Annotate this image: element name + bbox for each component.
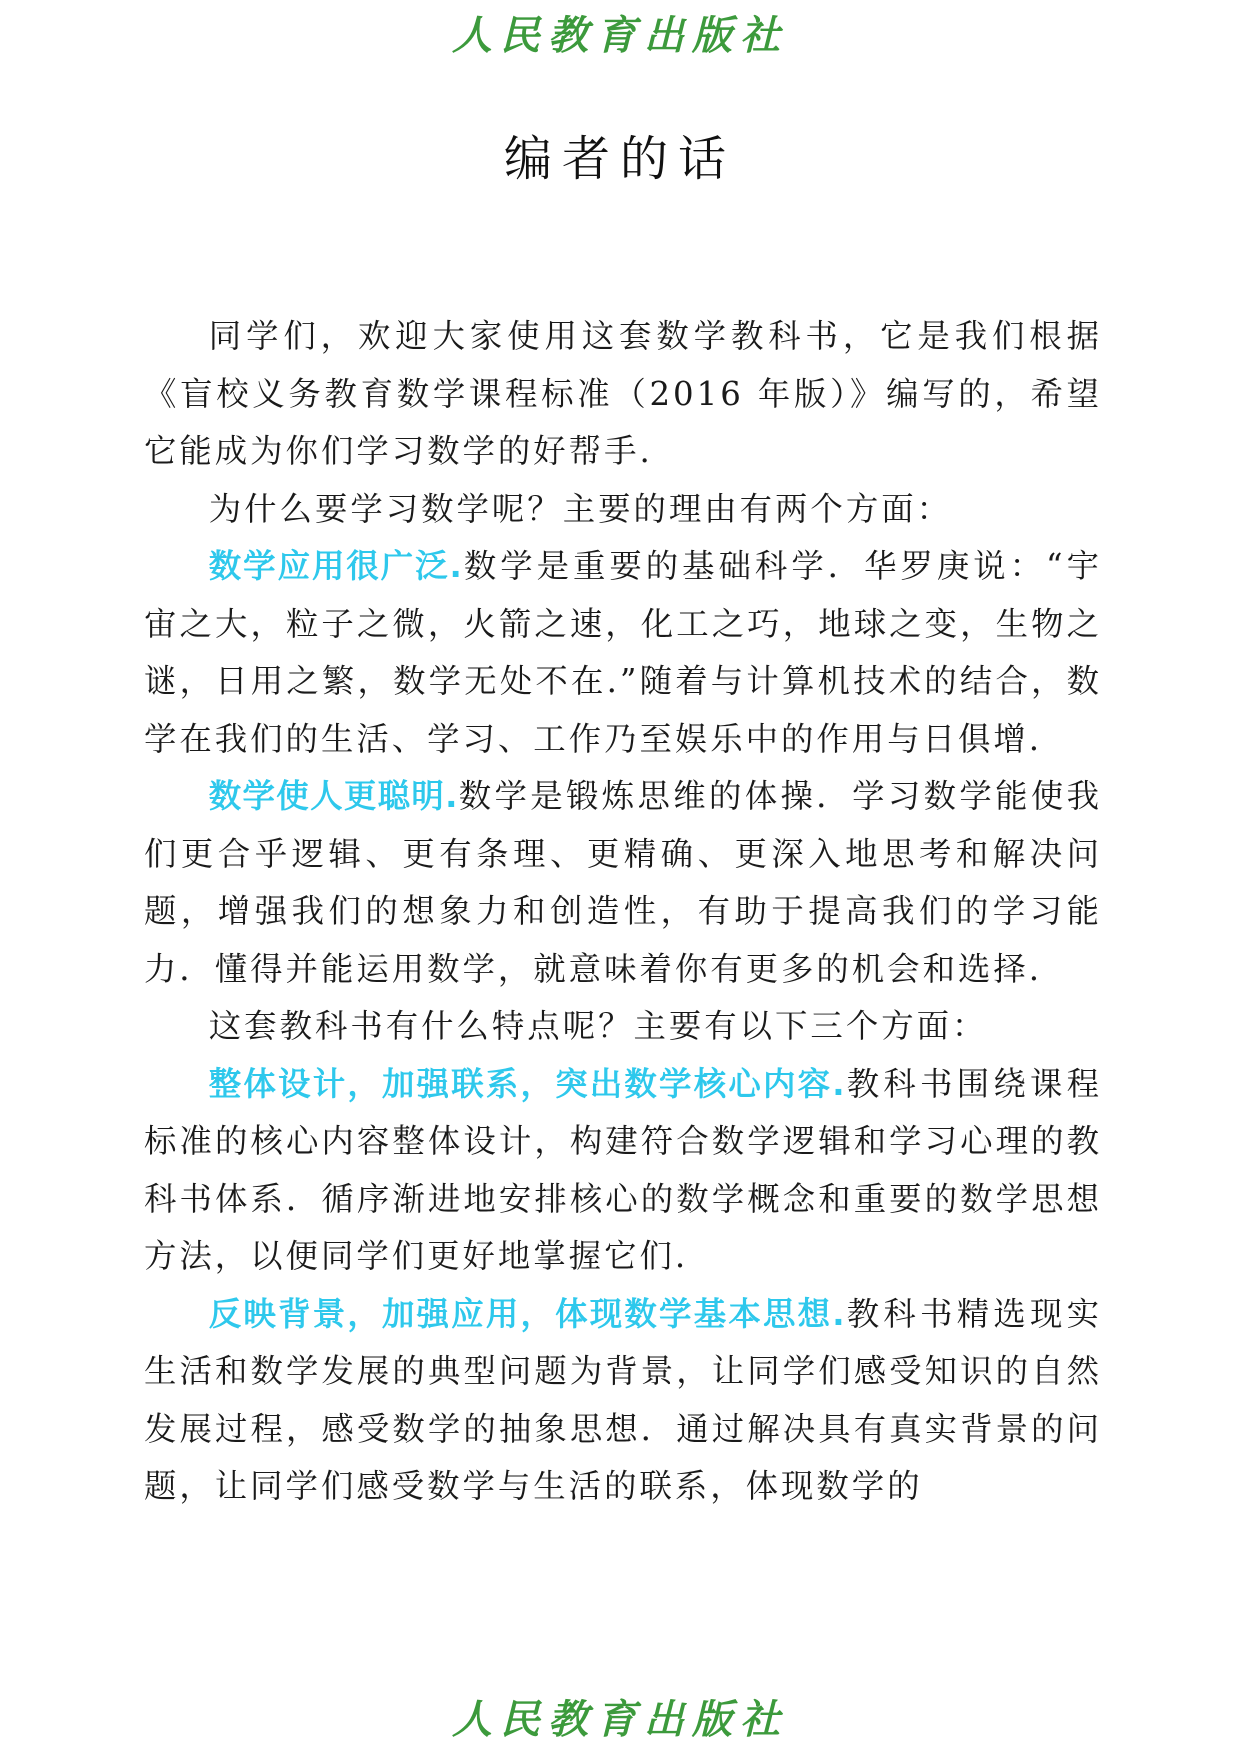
paragraph: 数学应用很广泛.数学是重要的基础科学．华罗庚说：“宇宙之大，粒子之微，火箭之速，化工之巧，地球之变，生物之谜，日用之繁，数学无处不在.”随着与计算机技术的结合，数学在我们的生活、学习、工作乃至娱乐中的作用与日俱增.	[144, 547, 1102, 758]
paragraph: 这套教科书有什么特点呢？主要有以下三个方面：	[208, 1007, 988, 1045]
highlight-phrase: 反映背景，加强应用，体现数学基本思想.	[208, 1294, 846, 1333]
highlight-phrase: 数学应用很广泛.	[208, 547, 463, 585]
paragraph: 整体设计，加强联系，突出数学核心内容.教科书围绕课程标准的核心内容整体设计，构建符合数学逻辑和学习心理的教科书体系．循序渐进地安排核心的数学概念和重要的数学思想方法，以便同学们更好地掌握它们.	[144, 1064, 1102, 1275]
page-title: 编者的话	[503, 131, 736, 187]
publisher-logo-top: 人民教育出版社	[452, 12, 788, 59]
paragraph: 数学使人更聪明.数学是锻炼思维的体操．学习数学能使我们更合乎逻辑、更有条理、更精确、更深入地思考和解决问题，增强我们的想象力和创造性，有助于提高我们的学习能力．懂得并能运用数学，就意味着你有更多的机会和选择.	[144, 777, 1102, 988]
paragraph: 同学们，欢迎大家使用这套数学教科书，它是我们根据《盲校义务教育数学课程标准（2016 年版）》编写的，希望它能成为你们学习数学的好帮手.	[144, 317, 1102, 470]
body-text	[144, 308, 1102, 1516]
highlight-phrase: 整体设计，加强联系，突出数学核心内容.	[208, 1064, 846, 1103]
publisher-logo-bottom: 人民教育出版社	[452, 1696, 788, 1743]
paragraph: 为什么要学习数学呢？主要的理由有两个方面：	[208, 489, 952, 528]
highlight-phrase: 数学使人更聪明.	[208, 777, 459, 815]
paragraph: 反映背景，加强应用，体现数学基本思想.教科书精选现实生活和数学发展的典型问题为背景，让同学们感受知识的自然发展过程，感受数学的抽象思想．通过解决具有真实背景的问题，让同学们感受数学与生活的联系，体现数学的	[144, 1294, 1102, 1505]
